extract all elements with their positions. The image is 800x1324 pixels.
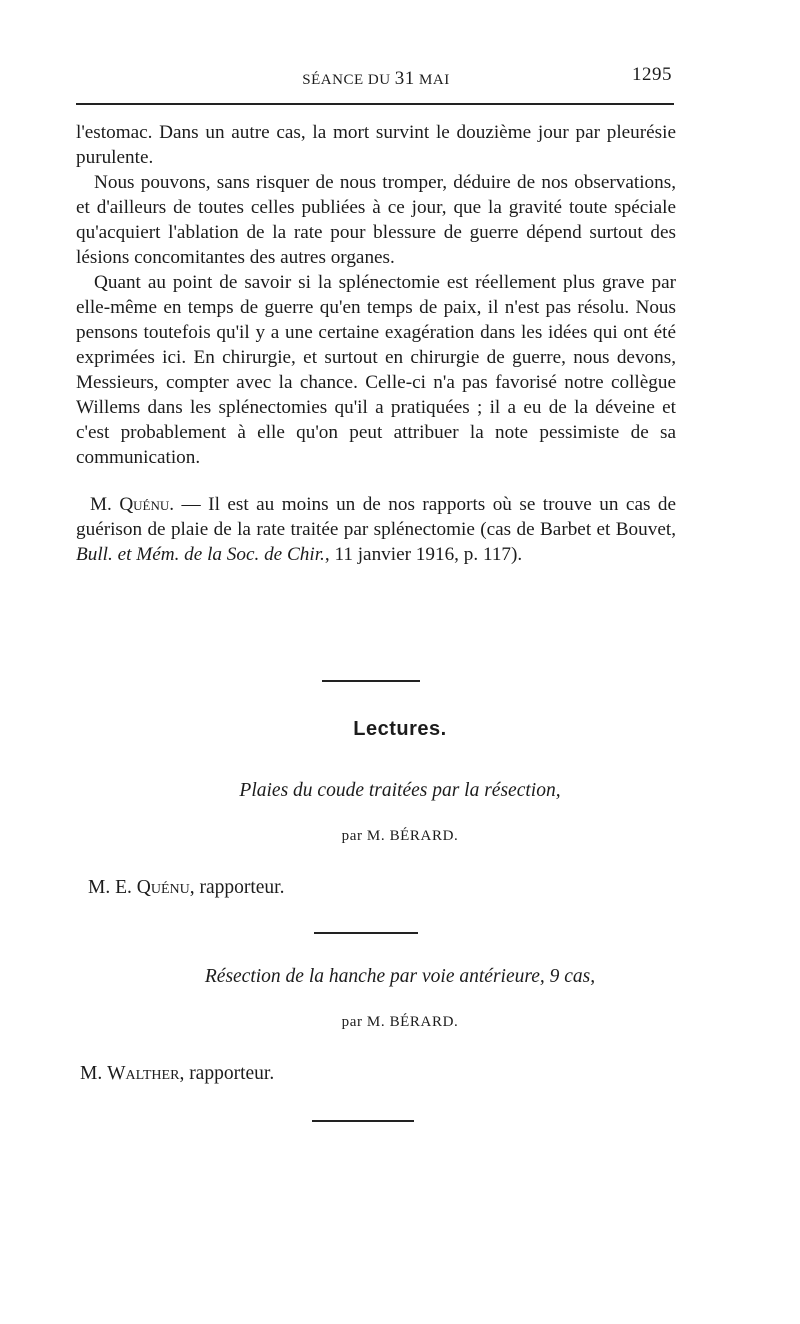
rapporteur-prefix: M. [80, 1063, 108, 1084]
rapporteur-name: Quénu [136, 877, 190, 898]
main-text [76, 120, 676, 567]
speech-text-1: — Il est au moins un de nos rapports où se trouve un cas de guérison de plaie de la rate traitée par splénectomie (cas de Barbet et Bouvet, [76, 494, 676, 540]
section-divider-1 [322, 680, 420, 682]
rapporteur-prefix: M. E. [88, 877, 137, 898]
rapporteur-name: Walther [107, 1063, 180, 1084]
rapporteur-suffix: , rapporteur. [179, 1063, 275, 1084]
journal-citation: Bull. et Mém. de la Soc. de Chir. [76, 544, 325, 565]
paragraph-quenu [76, 492, 676, 567]
lecture-2-rapporteur [80, 1063, 274, 1085]
title-day: 31 [394, 68, 415, 89]
paragraph-3: Quant au point de savoir si la splénectomie est réellement plus grave par elle-même en temps de guerre qu'en temps de paix, il n'est pas résolu. Nous pensons toutefois qu'il y a une certaine exagération dans les idées qui ont été exprimées ici. En chirurgie, et surtout en chirurgie de guerre, nous devons, Messieurs, compter avec la chance. Celle-ci n'a pas favorisé notre collègue Willems dans les splénectomies qu'il a pratiquées ; il a eu de la déveine et c'est probablement à elle qu'on peut attribuer la note pessimiste de sa communication. [76, 272, 676, 468]
header-rule [76, 103, 674, 105]
running-title [76, 68, 676, 90]
speech-text-2: , 11 janvier 1916, p. 117). [324, 544, 523, 565]
page-number: 1295 [632, 64, 672, 85]
section-divider-3 [312, 1120, 414, 1122]
lecture-1-rapporteur [88, 877, 284, 899]
speaker-name: M. Quénu. [90, 494, 175, 515]
lecture-2-author: par M. BÉRARD. [341, 1014, 459, 1030]
lecture-2-title: Résection de la hanche par voie antérieure, 9 cas, [204, 966, 596, 987]
paragraph-1: l'estomac. Dans un autre cas, la mort survint le douzième jour par pleurésie purulente. [76, 122, 676, 168]
title-month: MAI [414, 72, 450, 88]
lecture-1-title: Plaies du coude traitées par la résection, [239, 780, 561, 801]
lecture-1-author: par M. BÉRARD. [341, 828, 459, 844]
title-prefix: SÉANCE DU [302, 72, 395, 88]
paragraph-2: Nous pouvons, sans risquer de nous tromper, déduire de nos observations, et d'ailleurs de toutes celles publiées à ce jour, que la gravité toute spéciale qu'acquiert l'ablation de la rate pour blessure de guerre dépend surtout des lésions concomitantes des autres organes. [76, 172, 676, 268]
running-header [76, 64, 676, 92]
section-divider-2 [314, 932, 418, 934]
rapporteur-suffix: , rapporteur. [189, 877, 285, 898]
section-heading-lectures: Lectures. [353, 718, 447, 740]
